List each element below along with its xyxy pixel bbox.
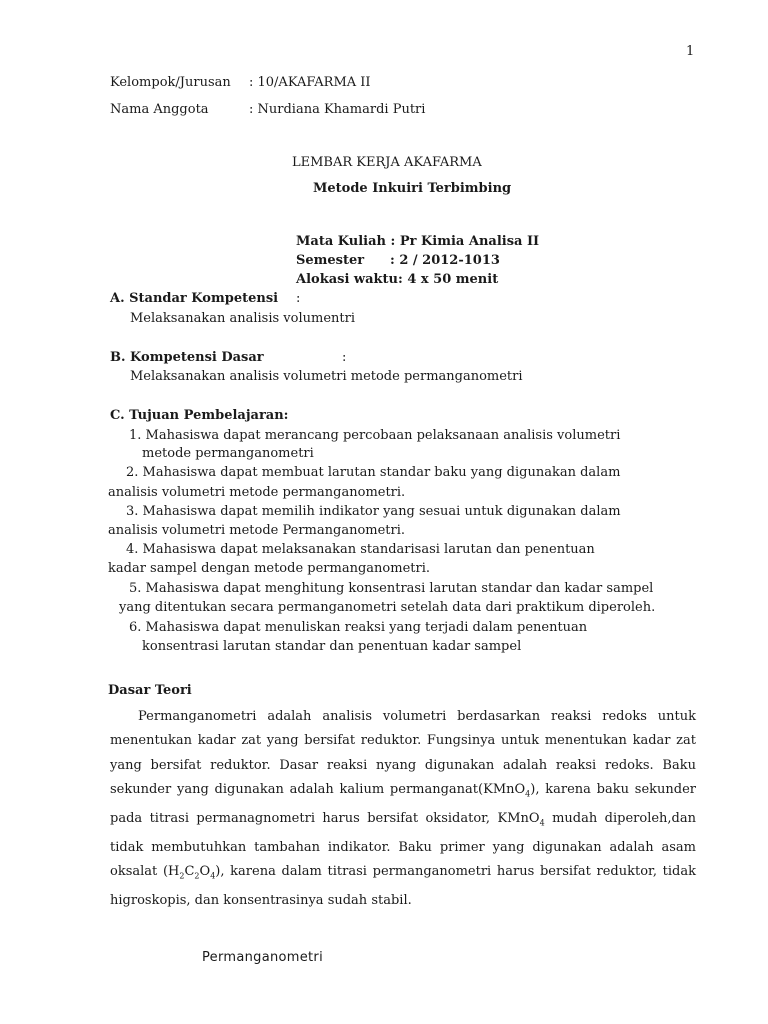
- subscript: 4: [210, 871, 216, 881]
- kelompok-label: Kelompok/Jurusan: [110, 75, 231, 90]
- formula-part: C: [184, 863, 195, 879]
- tujuan-line: konsentrasi larutan standar dan penentuan kadar sampel: [142, 639, 522, 654]
- tujuan-line: yang ditentukan secara permanganometri setelah data dari praktikum diperoleh.: [119, 600, 656, 615]
- subscript: 2: [179, 871, 185, 881]
- nama-value: : Nurdiana Khamardi Putri: [249, 102, 426, 117]
- tujuan-line: 2. Mahasiswa dapat membuat larutan standar baku yang digunakan dalam: [126, 465, 621, 480]
- tujuan-line: analisis volumetri metode Permanganometri.: [108, 523, 406, 538]
- subscript: 4: [525, 789, 531, 799]
- dasar-teori-text: Permanganometri adalah analisis volumetri berdasarkan reaksi redoks untuk menentukan kadar zat yang bersifat reduktor. Fungsinya untuk menentukan kadar zat yang bersifat reduktor. Dasar reaksi nyang digunakan adalah reaksi redoks. Baku sekunder yang digunakan adalah kalium permanganat(: [110, 709, 696, 797]
- semester-value: : 2 / 2012-1013: [390, 253, 500, 268]
- subscript: 2: [194, 871, 200, 881]
- tujuan-line: 3. Mahasiswa dapat memilih indikator yang sesuai untuk digunakan dalam: [126, 504, 621, 519]
- subscript: 4: [539, 818, 545, 828]
- dasar-teori-heading: Dasar Teori: [108, 683, 192, 698]
- formula-kmno4: KMnO: [497, 810, 540, 826]
- formula-part: O: [199, 863, 211, 879]
- nama-label: Nama Anggota: [110, 102, 209, 117]
- section-c-heading: C. Tujuan Pembelajaran:: [110, 408, 289, 423]
- dasar-teori-text: ), karena baku sekunder pada titrasi permanagnometri harus bersifat oksidator,: [110, 781, 696, 826]
- semester-label: Semester: [296, 253, 365, 268]
- kelompok-value: : 10/AKAFARMA II: [249, 75, 371, 90]
- section-b-heading: B. Kompetensi Dasar: [110, 350, 264, 365]
- section-b-text: Melaksanakan analisis volumetri metode permanganometri: [130, 369, 523, 384]
- section-b-colon: :: [342, 350, 347, 365]
- alokasi-waktu: Alokasi waktu: 4 x 50 menit: [296, 272, 499, 287]
- tujuan-line: 4. Mahasiswa dapat melaksanakan standarisasi larutan dan penentuan: [126, 542, 595, 557]
- tujuan-line: 6. Mahasiswa dapat menuliskan reaksi yang terjadi dalam penentuan: [129, 620, 588, 635]
- tujuan-line: analisis volumetri metode permanganometri.: [108, 485, 406, 500]
- page-footer: Permanganometri: [202, 950, 323, 965]
- formula-kmno4: KMnO: [483, 781, 526, 797]
- document-subtitle: Metode Inkuiri Terbimbing: [313, 181, 512, 196]
- dasar-teori-text: mudah diperoleh,dan tidak membutuhkan tambahan indikator. Baku primer yang digunakan adalah asam oksalat (: [110, 810, 696, 879]
- formula-part: H: [168, 863, 180, 879]
- dasar-teori-text: ), karena dalam titrasi permanganometri harus bersifat reduktor, tidak higroskopis, dan konsentrasinya sudah stabil.: [110, 863, 696, 908]
- document-title: LEMBAR KERJA AKAFARMA: [292, 155, 482, 170]
- section-a-text: Melaksanakan analisis volumentri: [130, 311, 355, 326]
- section-a-colon: :: [296, 291, 301, 306]
- tujuan-line: 1. Mahasiswa dapat merancang percobaan pelaksanaan analisis volumetri: [129, 428, 621, 443]
- tujuan-line: 5. Mahasiswa dapat menghitung konsentrasi larutan standar dan kadar sampel: [129, 581, 654, 596]
- tujuan-line: kadar sampel dengan metode permanganometri.: [108, 561, 430, 576]
- dasar-teori-paragraph: [110, 705, 696, 913]
- section-a-heading: A. Standar Kompetensi: [110, 291, 279, 306]
- mata-kuliah: Mata Kuliah : Pr Kimia Analisa II: [296, 234, 540, 249]
- page-number: 1: [686, 44, 695, 59]
- tujuan-line: metode permanganometri: [142, 446, 314, 461]
